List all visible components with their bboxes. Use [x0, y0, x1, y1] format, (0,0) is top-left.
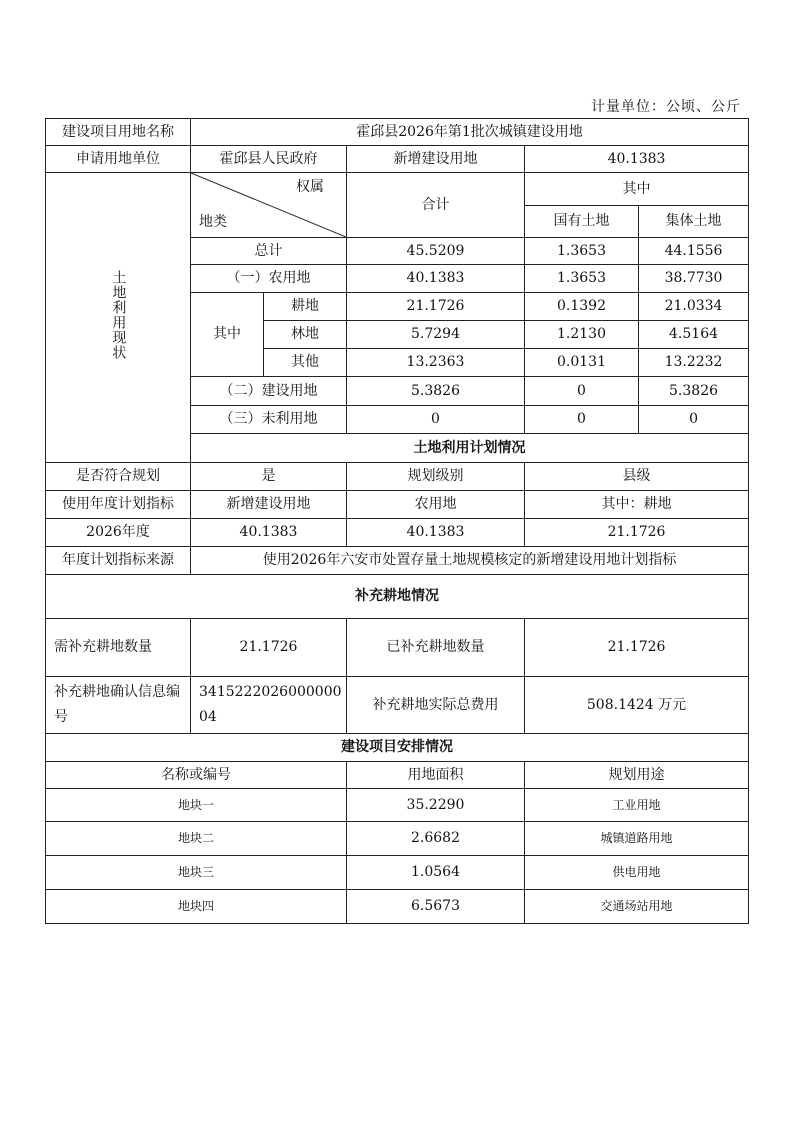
plot-area: 1.0564: [347, 856, 525, 890]
plot-use: 工业用地: [525, 789, 749, 822]
row-state: 0: [525, 406, 639, 434]
row-state: 1.3653: [525, 265, 639, 293]
row-state: 0.1392: [525, 293, 639, 321]
row-state: 0.0131: [525, 349, 639, 377]
plot-area: 2.6682: [347, 822, 525, 856]
row-label: （一）农用地: [191, 265, 347, 293]
need-label: 需补充耕地数量: [46, 619, 191, 677]
row-label: （三）未利用地: [191, 406, 347, 434]
row-collective: 38.7730: [639, 265, 749, 293]
plot-area: 6.5673: [347, 890, 525, 924]
plot-use: 供电用地: [525, 856, 749, 890]
row-state: 1.3653: [525, 238, 639, 265]
row-total: 40.1383: [347, 265, 525, 293]
sub-of-which-label: 其中: [191, 293, 264, 377]
project-name-value: 霍邱县2026年第1批次城镇建设用地: [191, 119, 749, 146]
row-collective: 44.1556: [639, 238, 749, 265]
row-total: 45.5209: [347, 238, 525, 265]
diag-top-label: 权属: [296, 179, 324, 195]
row-label: 林地: [264, 321, 347, 349]
need-value: 21.1726: [191, 619, 347, 677]
conform-value: 是: [191, 463, 347, 491]
row-label: 其他: [264, 349, 347, 377]
arrangement-section-title: 建设项目安排情况: [46, 734, 749, 762]
plot-name: 地块二: [46, 822, 347, 856]
row-total: 5.7294: [347, 321, 525, 349]
level-label: 规划级别: [347, 463, 525, 491]
conform-label: 是否符合规划: [46, 463, 191, 491]
cost-value: 508.1424 万元: [525, 677, 749, 734]
state-header: 国有土地: [525, 206, 639, 238]
done-label: 已补充耕地数量: [347, 619, 525, 677]
row-total: 0: [347, 406, 525, 434]
year-label: 2026年度: [46, 519, 191, 547]
row-collective: 4.5164: [639, 321, 749, 349]
done-value: 21.1726: [525, 619, 749, 677]
row-label: 总计: [191, 238, 347, 265]
diagonal-header-cell: [191, 173, 347, 238]
status-side-label: 土地利用现状: [46, 173, 191, 463]
collective-header: 集体土地: [639, 206, 749, 238]
cost-label: 补充耕地实际总费用: [347, 677, 525, 734]
index-col1: 新增建设用地: [191, 491, 347, 519]
applicant-label: 申请用地单位: [46, 146, 191, 173]
col-use-header: 规划用途: [525, 762, 749, 789]
index-col2: 农用地: [347, 491, 525, 519]
source-value: 使用2026年六安市处置存量土地规模核定的新增建设用地计划指标: [191, 547, 749, 575]
row-collective: 0: [639, 406, 749, 434]
unit-label: 计量单位：公顷、公斤: [591, 99, 741, 115]
row-total: 5.3826: [347, 377, 525, 406]
total-header: 合计: [347, 173, 525, 238]
row-total: 13.2363: [347, 349, 525, 377]
confirm-value: 341522202600000004: [191, 677, 347, 734]
supplement-section-title: 补充耕地情况: [46, 575, 749, 619]
year-value-1: 40.1383: [191, 519, 347, 547]
index-label: 使用年度计划指标: [46, 491, 191, 519]
row-state: 1.2130: [525, 321, 639, 349]
plot-area: 35.2290: [347, 789, 525, 822]
project-name-label: 建设项目用地名称: [46, 119, 191, 146]
applicant-value: 霍邱县人民政府: [191, 146, 347, 173]
level-value: 县级: [525, 463, 749, 491]
plot-name: 地块一: [46, 789, 347, 822]
row-collective: 13.2232: [639, 349, 749, 377]
row-total: 21.1726: [347, 293, 525, 321]
plot-use: 交通场站用地: [525, 890, 749, 924]
source-label: 年度计划指标来源: [46, 547, 191, 575]
land-use-table: [45, 118, 749, 924]
row-label: 耕地: [264, 293, 347, 321]
diag-bottom-label: 地类: [199, 214, 227, 231]
row-label: （二）建设用地: [191, 377, 347, 406]
of-which-header: 其中: [525, 173, 749, 206]
index-col3: 其中：耕地: [525, 491, 749, 519]
new-land-value: 40.1383: [525, 146, 749, 173]
col-area-header: 用地面积: [347, 762, 525, 789]
new-land-label: 新增建设用地: [347, 146, 525, 173]
row-state: 0: [525, 377, 639, 406]
plot-name: 地块三: [46, 856, 347, 890]
plot-use: 城镇道路用地: [525, 822, 749, 856]
year-value-2: 40.1383: [347, 519, 525, 547]
year-value-3: 21.1726: [525, 519, 749, 547]
plan-section-title: 土地利用计划情况: [191, 434, 749, 463]
plot-name: 地块四: [46, 890, 347, 924]
confirm-label: 补充耕地确认信息编号: [46, 677, 191, 734]
col-name-header: 名称或编号: [46, 762, 347, 789]
row-collective: 21.0334: [639, 293, 749, 321]
row-collective: 5.3826: [639, 377, 749, 406]
